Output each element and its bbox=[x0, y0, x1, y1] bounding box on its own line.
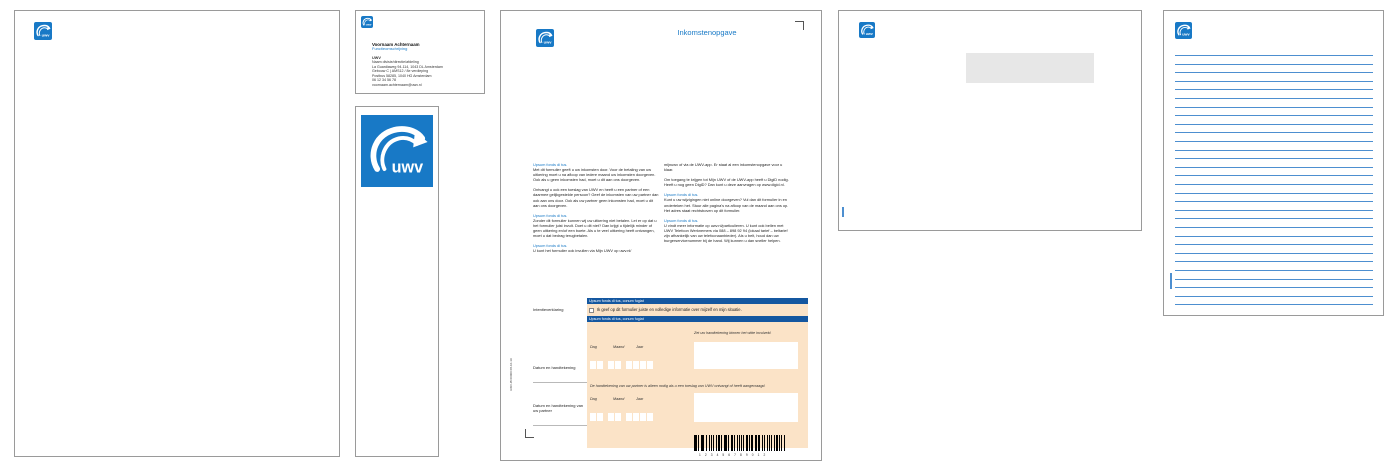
uwv-logo-icon bbox=[859, 22, 875, 38]
signature-field[interactable] bbox=[694, 342, 798, 369]
ruled-line bbox=[1175, 64, 1373, 65]
ruled-line bbox=[1175, 218, 1373, 219]
income-form bbox=[500, 10, 822, 461]
para-text: Met dit formulier geeft u uw inkomsten door. Voor de betaling van uw uitkering moet u na afloop van iedere maand uw inkomsten doorgeven. Ook als u geen inkomsten had, moet u dit aan ons doorgeven. bbox=[533, 167, 656, 183]
ruled-line bbox=[1175, 150, 1373, 151]
card-line: voornaam.achternaam@uwv.nl bbox=[372, 82, 422, 87]
ruled-line bbox=[1175, 193, 1373, 194]
svg-text:uwv: uwv bbox=[543, 39, 552, 45]
para-text: Kunt u uw wijzigingen niet online doorgeven? Vul dan dit formulier in en onderteken het. Stuur alle pagina's na afloop van de maand aan ons op. Het adres staat rechtsboven op dit formulier. bbox=[664, 197, 789, 213]
ruled-line bbox=[1175, 261, 1373, 262]
fold-mark-top-right bbox=[795, 21, 804, 30]
ruled-line bbox=[1175, 98, 1373, 99]
label-date-signature: Datum en handtekening bbox=[533, 365, 576, 370]
month-label: Maand bbox=[613, 397, 625, 401]
ruled-line bbox=[1175, 107, 1373, 108]
uwv-logo-icon bbox=[1175, 22, 1192, 39]
svg-text:uwv: uwv bbox=[1182, 32, 1190, 37]
para-text: mijnuwv of via de UWV-app. Er staat al een inkomstenopgave voor u klaar. bbox=[664, 162, 783, 173]
card-function: Functieomschrijving bbox=[372, 46, 408, 51]
margin-mark bbox=[1170, 273, 1172, 289]
intro-column-2 bbox=[664, 162, 792, 248]
ruled-line bbox=[1175, 184, 1373, 185]
section-bar: Upsum fonds di tus, conum fugiat bbox=[587, 316, 808, 322]
address-window bbox=[966, 53, 1094, 83]
para-heading: Upsum fonds di tus. bbox=[533, 212, 568, 218]
ruled-line bbox=[1175, 304, 1373, 305]
uwv-logo-icon bbox=[34, 22, 52, 40]
label-intent: Intentieverklaring bbox=[533, 307, 564, 312]
ruled-line bbox=[1175, 81, 1373, 82]
card-name: Voornaam Achternaam bbox=[372, 42, 420, 47]
para-heading: Upsum fonds di tus. bbox=[533, 162, 568, 167]
card-line: Gebouw C | AMS12 / 8e verdieping bbox=[372, 69, 429, 73]
ruled-line bbox=[1175, 72, 1373, 73]
svg-text:uwv: uwv bbox=[366, 23, 372, 27]
divider bbox=[533, 425, 587, 426]
ruled-line bbox=[1175, 210, 1373, 211]
ruled-line bbox=[1175, 115, 1373, 116]
ruled-line bbox=[1175, 287, 1373, 288]
year-label: Jaar bbox=[636, 345, 644, 349]
ruled-line bbox=[1175, 175, 1373, 176]
ruled-line bbox=[1175, 141, 1373, 142]
para-text: U kunt het formulier ook invullen via Mijn UWV op uwv.nl/ bbox=[533, 248, 632, 254]
label-date-signature-partner: Datum en handtekening van uw partner bbox=[533, 403, 584, 413]
margin-mark bbox=[842, 207, 844, 217]
ruled-line bbox=[1175, 124, 1373, 125]
fold-mark-bottom-left bbox=[525, 429, 534, 438]
ruled-line bbox=[1175, 132, 1373, 133]
para-text: Zonder dit formulier kunnen wij uw uitkering niet betalen. Let er op dat u het formulier juist invult. Doet u dit niet? Dan krijgt u tijdelijk minder of geen uitkering en/of een boete. Als u te veel uitkering heeft ontvangen, moet u dat bedrag terugbetalen. bbox=[533, 217, 657, 239]
year-label: Jaar bbox=[636, 397, 644, 401]
date-input[interactable] bbox=[590, 361, 654, 369]
intent-checkbox[interactable] bbox=[589, 308, 594, 313]
ruled-line bbox=[1175, 244, 1373, 245]
intro-column-1 bbox=[533, 162, 659, 258]
svg-text:uwv: uwv bbox=[41, 32, 50, 38]
lined-notepaper bbox=[1163, 10, 1384, 316]
card-line: Naam divisie/directie/afdeling bbox=[372, 60, 419, 64]
ruled-line bbox=[1175, 158, 1373, 159]
ruled-line bbox=[1175, 253, 1373, 254]
card-line: 06 12 34 56 78 bbox=[372, 78, 396, 82]
compliments-slip bbox=[355, 106, 439, 457]
ruled-line bbox=[1175, 270, 1373, 271]
ruled-line bbox=[1175, 236, 1373, 237]
card-text bbox=[372, 42, 484, 87]
barcode-number: 1 2 3 4 5 6 7 8 9 0 1 2 bbox=[699, 453, 767, 457]
form-title: Inkomstenopgave bbox=[677, 28, 737, 37]
barcode bbox=[694, 435, 786, 451]
uwv-logo-large-icon bbox=[361, 115, 433, 187]
section-bar: Upsum fonds di tus, conum fugiat bbox=[587, 298, 808, 304]
ruled-line bbox=[1175, 227, 1373, 228]
envelope bbox=[838, 10, 1142, 231]
intent-check-text: Ik geef op dit formulier juiste en volledige informatie over mijzelf en mijn situatie. bbox=[597, 307, 742, 312]
ruled-line bbox=[1175, 55, 1373, 56]
card-line: La Guardiaweg 94-114, 1043 DL Amsterdam bbox=[372, 64, 443, 69]
ruled-line bbox=[1175, 279, 1373, 280]
day-label: Dag bbox=[590, 345, 597, 349]
ruled-line bbox=[1175, 296, 1373, 297]
card-org: UWV bbox=[372, 55, 381, 60]
month-label: Maand bbox=[613, 345, 625, 349]
uwv-logo-icon bbox=[536, 29, 554, 47]
para-heading: Upsum fonds di tus. bbox=[664, 192, 699, 198]
svg-text:uwv: uwv bbox=[391, 158, 424, 177]
uwv-logo-icon bbox=[361, 16, 373, 28]
signature-hint: Zet uw handtekening binnen het witte invulveld. bbox=[694, 331, 772, 335]
para-text: Ontvangt u ook een toeslag van UWV en heeft u een partner of een daarmee gelijkgestelde persoon? Geef de inkomsten van uw partner dan ook aan ons door. Ook als uw partner geen inkomsten had, moet u dit aan ons doorgeven. bbox=[533, 187, 659, 208]
para-heading: Upsum fonds di tus. bbox=[664, 217, 699, 223]
day-label: Dag bbox=[590, 397, 597, 401]
ruled-line bbox=[1175, 167, 1373, 168]
letter-paper bbox=[14, 10, 340, 457]
para-text: U vindt meer informatie op uwv.nl/particulieren. U kunt ook bellen met UWV Telefoon Werknemers via 088 – 898 92 94 (lokaal tarief – beltarief zijn afhankelijk van uw telefoonaanbieder). Als u belt, houd dan uw burgerservicenummer bij de hand. Wij kunnen u dan sneller helpen. bbox=[664, 222, 788, 244]
partner-signature-field[interactable] bbox=[694, 393, 798, 422]
partner-date-input[interactable] bbox=[590, 413, 654, 421]
ruled-line bbox=[1175, 201, 1373, 202]
business-card bbox=[355, 10, 485, 94]
form-code: UWV-IB 00000 08-10-19 bbox=[509, 358, 513, 391]
partner-hint: De handtekening van uw partner is alleen nodig als u een toeslag van UWV ontvangt of heeft aangevraagd. bbox=[590, 384, 766, 388]
divider bbox=[533, 382, 587, 383]
svg-text:uwv: uwv bbox=[865, 31, 873, 36]
para-text: Om toegang te krijgen tot Mijn UWV of de UWV-app heeft u DigiD nodig. Heeft u nog geen DigiD? Dan kunt u deze aanvragen op www.digid.nl. bbox=[664, 177, 789, 188]
ruled-line bbox=[1175, 89, 1373, 90]
intent-check-row bbox=[589, 307, 742, 313]
para-heading: Upsum fonds di tus. bbox=[533, 243, 568, 249]
card-line: Postbus 58285, 1040 HG Amsterdam bbox=[372, 73, 432, 78]
